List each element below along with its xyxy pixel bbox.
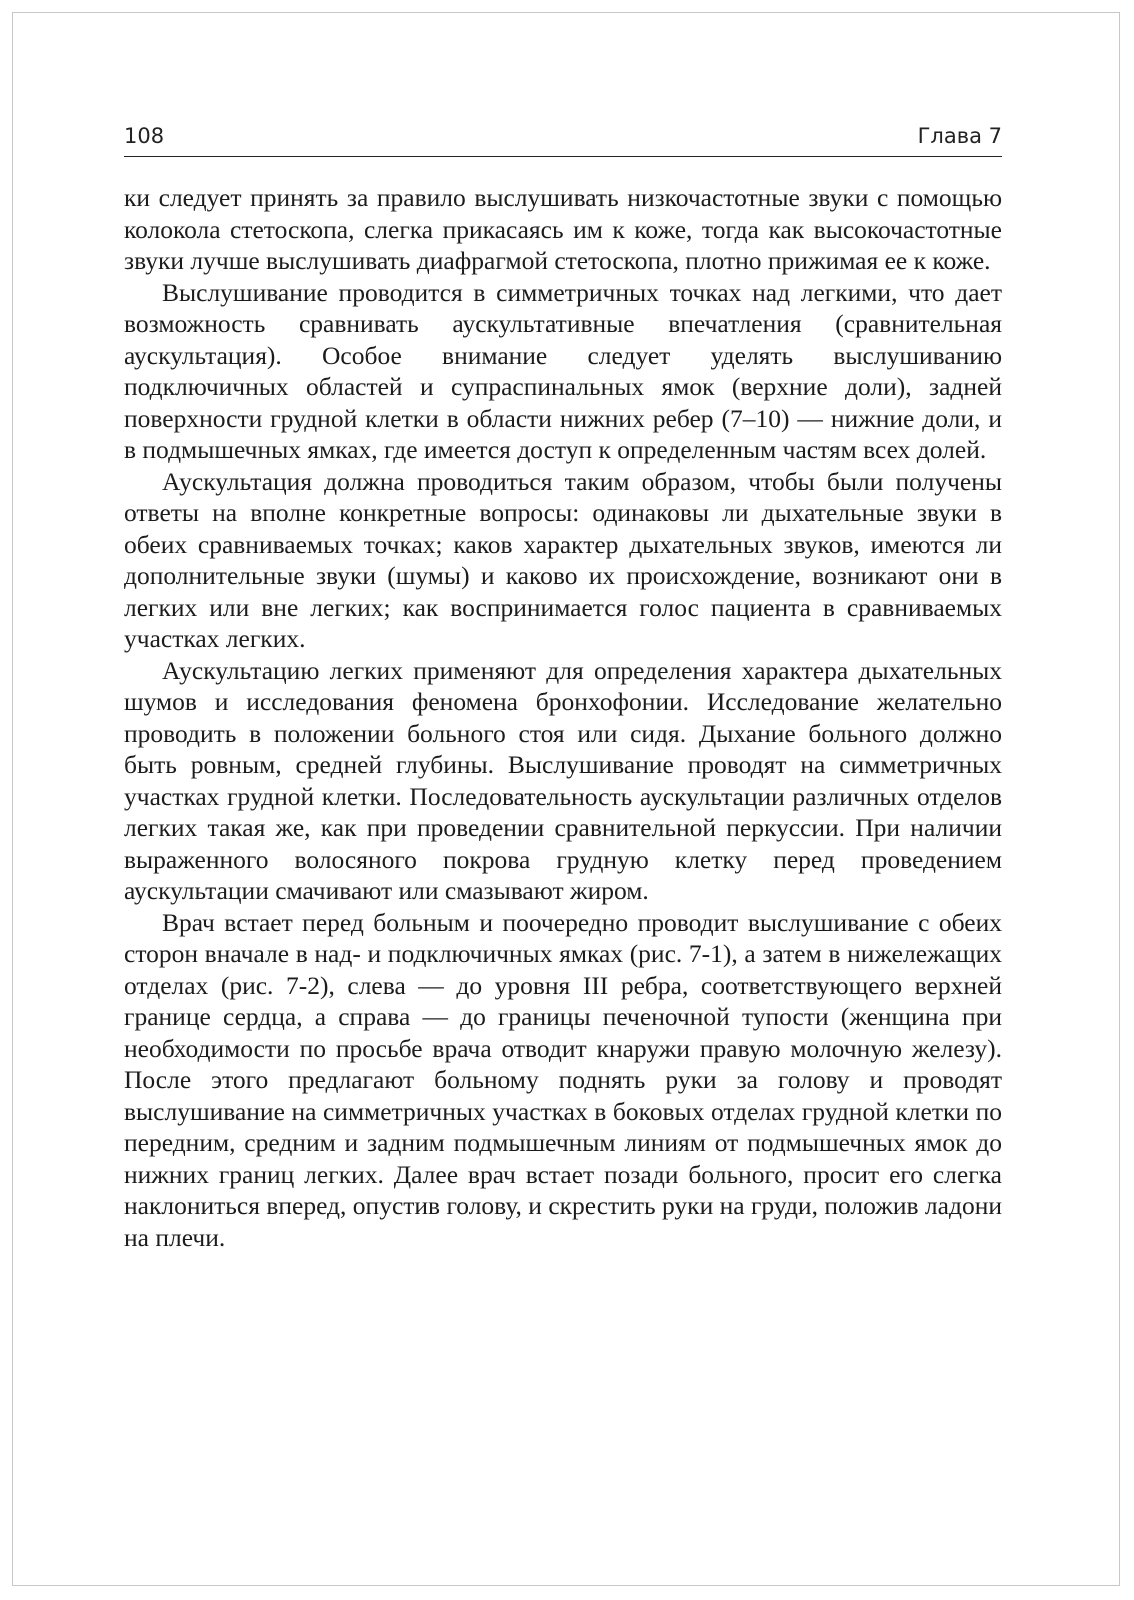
chapter-label: Глава 7 — [917, 124, 1002, 148]
running-head — [124, 122, 1002, 157]
paragraph: Аускультация должна проводиться таким образом, чтобы были получены ответы на вполне конкретные вопросы: одинаковы ли дыхательные звуки в обеих сравниваемых точках; каков характер дыхательных звуков, имеются ли дополнительные звуки (шумы) и каково их происхождение, возникают они в легких или вне легких; как воспринимается голос пациента в сравниваемых участках легких. — [124, 466, 1002, 653]
paragraph: Врач встает перед больным и поочередно проводит выслушивание с обеих сторон вначале в над- и подключичных ямках (рис. 7-1), а затем в нижележащих отделах (рис. 7-2), слева — до уровня III ребра, соответствующего верхней границе сердца, а справа — до границы печеночной тупости (женщина при необходимости по просьбе врача отводит кнаружи правую молочную железу). После этого предлагают больному поднять руки за голову и проводят выслушивание на симметричных участках в боковых отделах грудной клетки по передним, средним и задним подмышечным линиям от подмышечных ямок до нижних границ легких. Далее врач встает позади больного, просит его слегка наклониться вперед, опустив голову, и скрестить руки на груди, положив ладони на плечи. — [124, 907, 1002, 1252]
paragraph: Аускультацию легких применяют для определения характера дыхательных шумов и исследования феномена бронхофонии. Исследование желательно проводить в положении больного стоя или сидя. Дыхание больного должно быть ровным, средней глубины. Выслушивание проводят на симметричных участках грудной клетки. Последовательность аускультации различных отделов легких такая же, как при проведении сравнительной перкуссии. При наличии выраженного волосяного покрова грудную клетку перед проведением аускультации смачивают или смазывают жиром. — [124, 655, 1002, 905]
body-text — [124, 182, 1002, 1253]
page-number: 108 — [124, 124, 165, 148]
paragraph-continued: ки следует принять за правило выслушивать низкочастотные звуки с помощью колокола стетоскопа, слегка прикасаясь им к коже, тогда как высокочастотные звуки лучше выслушивать диафрагмой стетоскопа, плотно прижимая ее к коже. — [124, 183, 1002, 275]
paragraph: Выслушивание проводится в симметричных точках над легкими, что дает возможность сравнивать аускультативные впечатления (сравнительная аускультация). Особое внимание следует уделять выслушиванию подключичных областей и супраспинальных ямок (верхние доли), задней поверхности грудной клетки в области нижних ребер (7–10) — нижние доли, и в подмышечных ямках, где имеется доступ к определенным частям всех долей. — [124, 277, 1002, 464]
